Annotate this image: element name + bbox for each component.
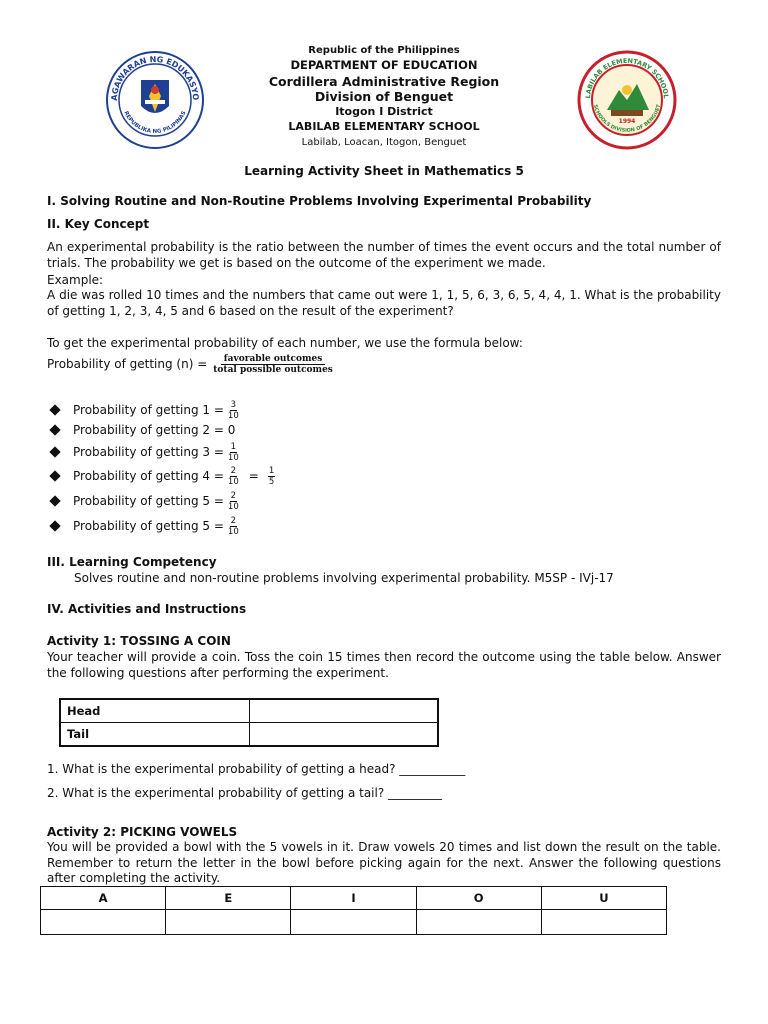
- bullet-item: [47, 418, 235, 442]
- fraction: [268, 466, 275, 487]
- column-header: I: [291, 887, 416, 910]
- diamond-bullet-icon: [49, 446, 60, 457]
- concept-paragraph: An experimental probability is the ratio between the number of times the event occurs and the total number of trials. The probability we get is based on the outcome of the experiment we made.: [47, 240, 721, 270]
- bullet-text: Probability of getting 3 =: [73, 445, 224, 459]
- denominator: 10: [227, 452, 239, 463]
- activity-1-instructions: Your teacher will provide a coin. Toss the coin 15 times then record the outcome using the table below. Answer the following questions after performing the experiment.: [47, 650, 721, 680]
- fraction: [227, 516, 240, 537]
- diamond-bullet-icon: [49, 470, 60, 481]
- diamond-bullet-icon: [49, 404, 60, 415]
- table-cell: Head: [60, 699, 250, 723]
- numerator: 2: [230, 515, 237, 526]
- section-1-heading: I. Solving Routine and Non-Routine Problems Involving Experimental Probability: [47, 194, 592, 208]
- svg-text:KAGAWARAN NG EDUKASYON: AGAWARAN NG EDUKASYO: [109, 54, 201, 101]
- bullet-item: [47, 464, 278, 488]
- activity-1-title: Activity 1: TOSSING A COIN: [47, 634, 231, 648]
- denominator: 10: [227, 526, 239, 537]
- bullet-text: Probability of getting 4 =: [73, 469, 224, 483]
- formula-intro: To get the experimental probability of each number, we use the formula below:: [47, 336, 523, 350]
- bullet-text: Probability of getting 5 =: [73, 519, 224, 533]
- example-label: Example:: [47, 273, 104, 287]
- deped-seal-logo: [105, 50, 205, 150]
- bullet-item: [47, 514, 243, 538]
- example-paragraph: A die was rolled 10 times and the numbers that came out were 1, 1, 5, 6, 3, 6, 5, 4, 4, 1. What is the probability of getting 1, 2, 3, 4, 5 and 6 based on the result of the experiment?: [47, 288, 721, 318]
- answer-cell[interactable]: [416, 910, 541, 935]
- column-header: E: [166, 887, 291, 910]
- district-line: Itogon I District: [335, 105, 433, 119]
- vowel-table: [40, 886, 667, 935]
- sheet-title: Learning Activity Sheet in Mathematics 5: [244, 164, 524, 178]
- answer-cell[interactable]: [41, 910, 166, 935]
- diamond-bullet-icon: [49, 520, 60, 531]
- numerator: 3: [230, 399, 237, 410]
- answer-cell[interactable]: [291, 910, 416, 935]
- svg-text:REPUBLIKA NG PILIPINAS: REPUBLIKA NG PILIPINAS: [122, 110, 188, 135]
- denominator: 10: [227, 410, 239, 421]
- bullet-text: Probability of getting 1 =: [73, 403, 224, 417]
- column-header: U: [541, 887, 666, 910]
- numerator: 2: [230, 490, 237, 501]
- competency-text: Solves routine and non-routine problems involving experimental probability. M5SP - IVj-17: [74, 571, 614, 585]
- svg-text:LABILAB ELEMENTARY SCHOOL: LABILAB ELEMENTARY SCHOOL: [583, 56, 671, 99]
- activity-2-instructions: You will be provided a bowl with the 5 vowels in it. Draw vowels 20 times and list down the result on the table. Remember to return the letter in the bowl before picking again for the next. Answer the following questions after completing the activity.: [47, 840, 721, 885]
- formula-label: Probability of getting (n) =: [47, 357, 208, 371]
- answer-cell[interactable]: [250, 699, 439, 723]
- formula-fraction: [210, 354, 336, 375]
- table-row: [60, 699, 438, 723]
- denominator: 10: [227, 476, 239, 487]
- formula-denominator: total possible outcomes: [213, 364, 333, 375]
- table-row: [60, 723, 438, 747]
- table-cell: Tail: [60, 723, 250, 747]
- coin-toss-table: [59, 698, 439, 747]
- denominator: 5: [268, 476, 275, 487]
- bullet-text: Probability of getting 5 =: [73, 494, 224, 508]
- bullet-item: [47, 489, 243, 513]
- activity-2-title: Activity 2: PICKING VOWELS: [47, 825, 238, 839]
- column-header: A: [41, 887, 166, 910]
- table-header-row: [41, 887, 667, 910]
- section-3-heading: III. Learning Competency: [47, 555, 217, 569]
- school-seal-logo: [577, 50, 677, 150]
- question-2: 2. What is the experimental probability of getting a tail? _________: [47, 786, 443, 800]
- region-line: Cordillera Administrative Region: [268, 73, 500, 89]
- equals-sign: =: [248, 469, 259, 483]
- answer-cell[interactable]: [541, 910, 666, 935]
- numerator: 1: [268, 465, 275, 476]
- denominator: 10: [227, 501, 239, 512]
- numerator: 2: [230, 465, 237, 476]
- formula-numerator: favorable outcomes: [221, 354, 326, 365]
- fraction: [227, 466, 240, 487]
- address-line: Labilab, Loacan, Itogon, Benguet: [301, 136, 467, 148]
- svg-text:1994: 1994: [618, 118, 636, 125]
- diamond-bullet-icon: [49, 495, 60, 506]
- numerator: 1: [230, 441, 237, 452]
- fraction: [227, 491, 240, 512]
- formula-line: [47, 352, 339, 376]
- section-2-heading: II. Key Concept: [47, 217, 150, 231]
- school-line: LABILAB ELEMENTARY SCHOOL: [288, 120, 480, 134]
- division-line: Division of Benguet: [314, 88, 454, 104]
- answer-cell[interactable]: [166, 910, 291, 935]
- bullet-item: [47, 440, 243, 464]
- bullet-text: Probability of getting 2 = 0: [73, 423, 236, 437]
- table-row: [41, 910, 667, 935]
- department-line: DEPARTMENT OF EDUCATION: [290, 58, 478, 73]
- question-1: 1. What is the experimental probability of getting a head? ___________: [47, 762, 466, 776]
- svg-text:SCHOOLS DIVISION OF BENGUET: SCHOOLS DIVISION OF BENGUET: [591, 103, 663, 134]
- column-header: O: [416, 887, 541, 910]
- diamond-bullet-icon: [49, 424, 60, 435]
- fraction: [227, 442, 240, 463]
- republic-line: Republic of the Philippines: [308, 45, 460, 56]
- letterhead: [234, 43, 534, 150]
- section-4-heading: IV. Activities and Instructions: [47, 602, 247, 616]
- answer-cell[interactable]: [250, 723, 439, 747]
